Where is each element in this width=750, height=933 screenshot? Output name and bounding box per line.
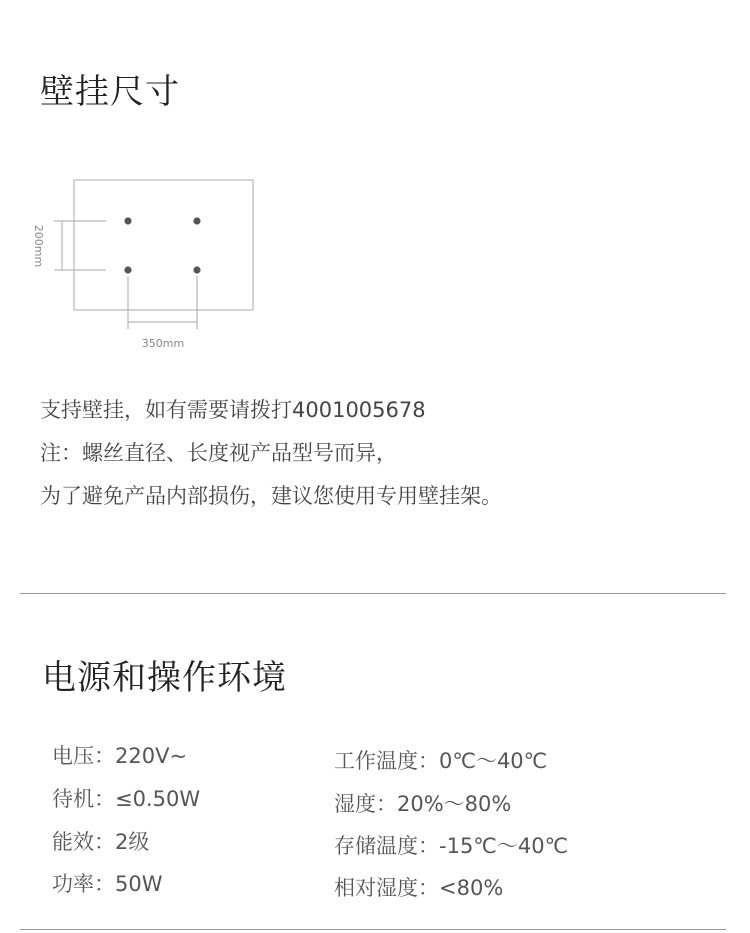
- mount-hole-bottom-left: [124, 266, 131, 273]
- spec-energy-efficiency: 能效：2级: [52, 830, 150, 854]
- tv-outline: [74, 180, 253, 310]
- wall-mount-note-line: 为了避免产品内部损伤，建议您使用专用壁挂架。: [40, 484, 502, 508]
- section-divider: [20, 929, 726, 930]
- height-label: 200mm: [32, 224, 45, 268]
- spec-storage-temperature: 存储温度：-15℃～40℃: [334, 834, 569, 858]
- mount-hole-top-left: [124, 217, 131, 224]
- spec-power: 功率：50W: [52, 872, 163, 896]
- spec-voltage: 电压：220V~: [52, 744, 188, 768]
- spec-standby-power: 待机：≤0.50W: [52, 787, 201, 811]
- wall-mount-title: 壁挂尺寸: [40, 72, 180, 112]
- spec-relative-humidity: 相对湿度：<80%: [334, 876, 504, 900]
- wall-mount-note-line: 注：螺丝直径、长度视产品型号而异，: [40, 441, 397, 465]
- mount-hole-bottom-right: [193, 266, 200, 273]
- section-divider: [20, 593, 726, 594]
- width-label: 350mm: [141, 337, 185, 350]
- wall-mount-note-line: 支持壁挂，如有需要请拨打4001005678: [40, 398, 426, 422]
- spec-humidity: 湿度：20%～80%: [334, 792, 512, 816]
- power-environment-title: 电源和操作环境: [42, 658, 287, 698]
- wall-mount-diagram: [28, 176, 268, 356]
- mount-hole-top-right: [193, 217, 200, 224]
- spec-operating-temperature: 工作温度：0℃～40℃: [334, 749, 548, 773]
